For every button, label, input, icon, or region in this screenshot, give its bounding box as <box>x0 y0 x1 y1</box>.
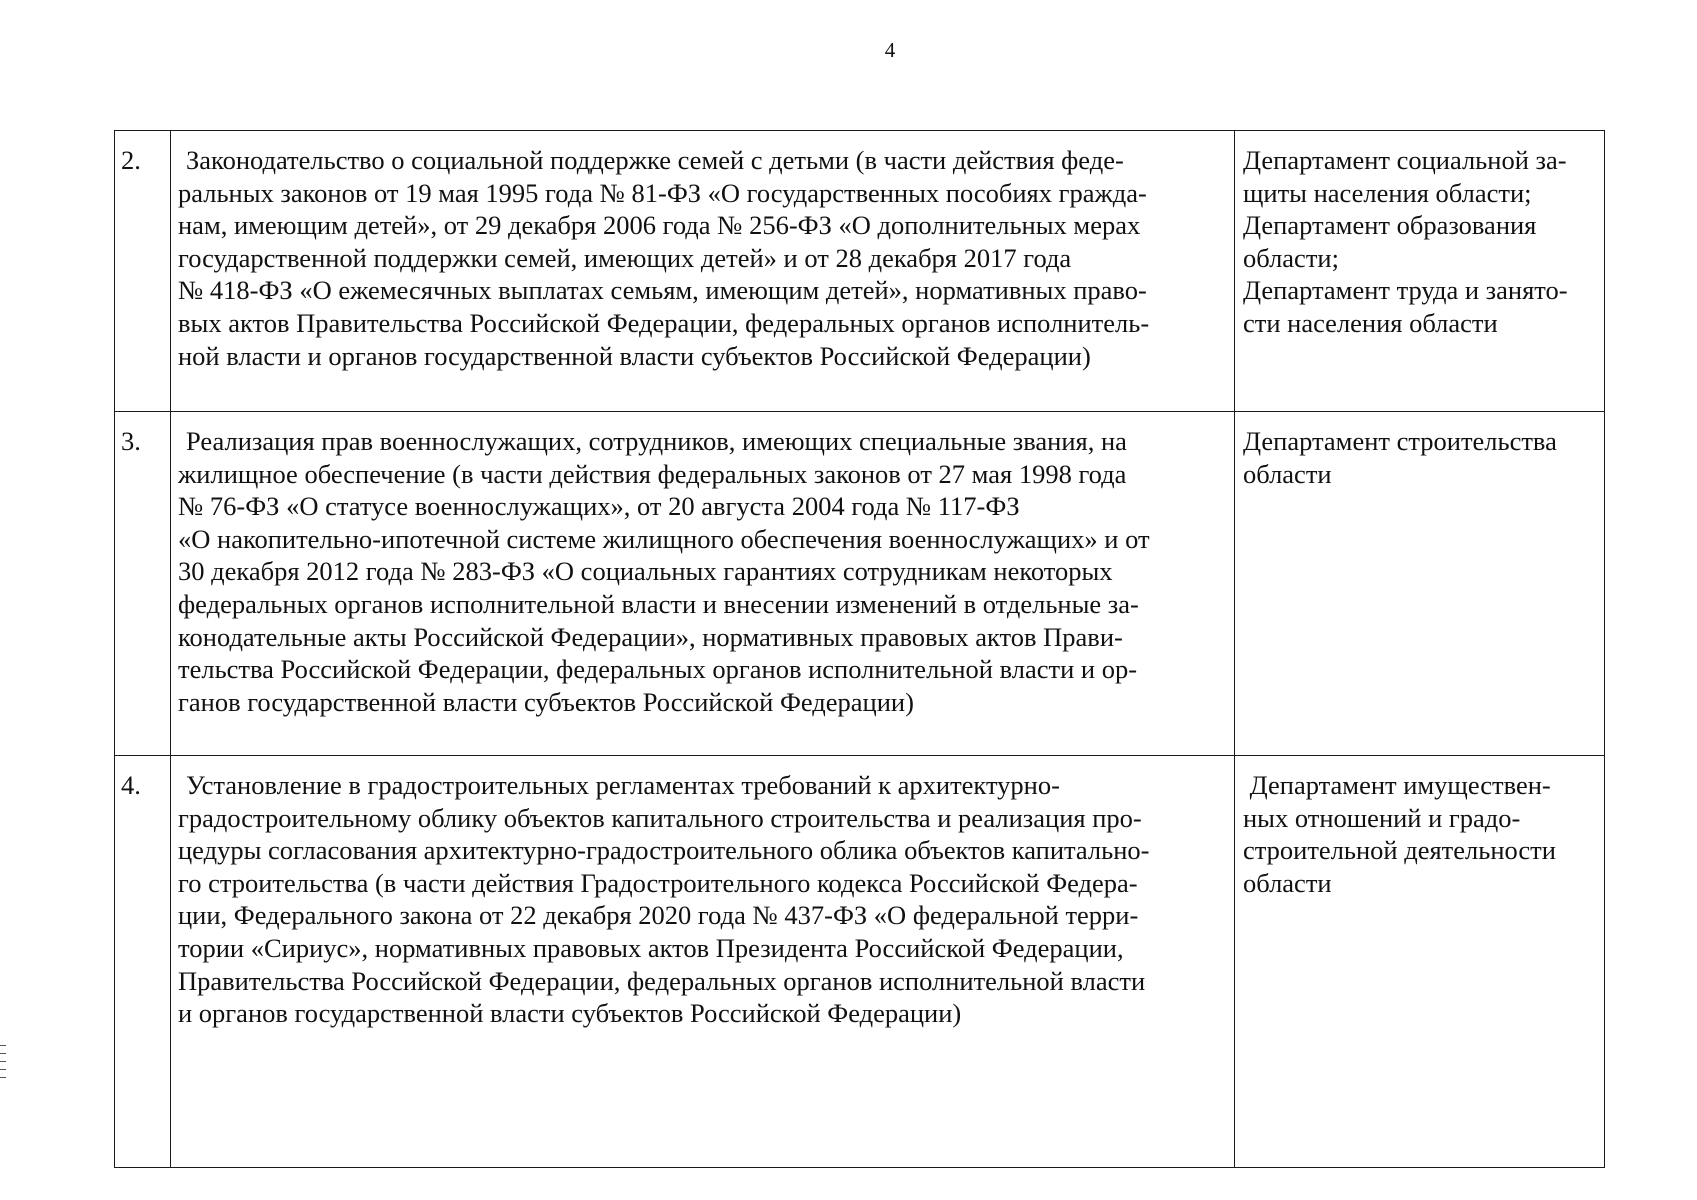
dept-line: Департамент образования <box>1243 210 1537 241</box>
table-row <box>115 756 1605 1168</box>
text-line: Реализация прав военнослужащих, сотрудников, имеющих специальные звания, на <box>186 426 1127 456</box>
margin-tick <box>0 1061 6 1062</box>
dept-line: Департамент имуществен- <box>1243 770 1551 800</box>
text-line: цедуры согласования архитектурно-градостроительного облика объектов капитально- <box>178 835 1150 866</box>
document-table <box>114 130 1605 1168</box>
table-row <box>115 412 1605 756</box>
row-department <box>1235 412 1605 756</box>
text-line: Правительства Российской Федерации, федеральных органов исполнительной власти <box>178 965 1146 996</box>
dept-line: ных отношений и градо- <box>1243 802 1521 833</box>
text-line: тории «Сириус», нормативных правовых актов Президента Российской Федерации, <box>178 932 1124 963</box>
text-line: жилищное обеспечение (в части действия федеральных законов от 27 мая 1998 года <box>178 458 1127 489</box>
scan-margin-marks <box>0 1045 6 1085</box>
text-line: конодательные акты Российской Федерации», нормативных правовых актов Прави- <box>178 621 1123 652</box>
text-line: вых актов Правительства Российской Федерации, федеральных органов исполнитель- <box>178 307 1150 338</box>
text-line: государственной поддержки семей, имеющих детей» и от 28 декабря 2017 года <box>178 242 1072 273</box>
dept-line: Департамент строительства <box>1243 426 1557 456</box>
row-department <box>1235 756 1605 1168</box>
margin-tick <box>0 1069 6 1070</box>
margin-tick <box>0 1045 6 1046</box>
text-line: ганов государственной власти субъектов Российской Федерации) <box>178 686 914 717</box>
text-line: градостроительному облику объектов капитального строительства и реализация про- <box>178 802 1142 833</box>
text-line: го строительства (в части действия Градостроительного кодекса Российской Федера- <box>178 867 1138 898</box>
dept-line: строительной деятельности <box>1243 835 1556 866</box>
dept-line: щиты населения области; <box>1243 177 1532 208</box>
row-number: 3. <box>115 412 171 756</box>
row-number: 2. <box>115 131 171 412</box>
row-description <box>171 756 1235 1168</box>
text-line: 30 декабря 2012 года № 283-ФЗ «О социальных гарантиях сотрудникам некоторых <box>178 556 1113 587</box>
text-line: № 76-ФЗ «О статусе военнослужащих», от 20 августа 2004 года № 117-ФЗ <box>178 491 1020 522</box>
dept-line: Департамент социальной за- <box>1243 145 1567 175</box>
text-line: федеральных органов исполнительной власти и внесении изменений в отдельные за- <box>178 588 1139 619</box>
text-line: Установление в градостроительных регламентах требований к архитектурно- <box>186 770 1060 800</box>
dept-line: сти населения области <box>1243 307 1498 338</box>
row-number: 4. <box>115 756 171 1168</box>
document-table-container <box>114 130 1604 1168</box>
text-line: тельства Российской Федерации, федеральных органов исполнительной власти и ор- <box>178 654 1138 685</box>
page-number: 4 <box>884 38 896 62</box>
text-line: № 418-ФЗ «О ежемесячных выплатах семьям, имеющим детей», нормативных право- <box>178 275 1147 306</box>
text-line: и органов государственной власти субъектов Российской Федерации) <box>178 998 962 1029</box>
text-line: ной власти и органов государственной власти субъектов Российской Федерации) <box>178 340 1091 371</box>
text-line: «О накопительно-ипотечной системе жилищного обеспечения военнослужащих» и от <box>178 523 1150 554</box>
margin-tick <box>0 1077 6 1078</box>
text-line: ральных законов от 19 мая 1995 года № 81-ФЗ «О государственных пособиях гражда- <box>178 177 1147 208</box>
dept-line: области; <box>1243 242 1339 273</box>
dept-line: Департамент труда и занято- <box>1243 275 1568 306</box>
text-line: Законодательство о социальной поддержке семей с детьми (в части действия феде- <box>186 145 1124 175</box>
row-description <box>171 131 1235 412</box>
table-row <box>115 131 1605 412</box>
margin-tick <box>0 1053 6 1054</box>
dept-line: области <box>1243 867 1332 898</box>
row-department <box>1235 131 1605 412</box>
dept-line: области <box>1243 458 1332 489</box>
row-description <box>171 412 1235 756</box>
text-line: нам, имеющим детей», от 29 декабря 2006 года № 256-ФЗ «О дополнительных мерах <box>178 210 1141 241</box>
text-line: ции, Федерального закона от 22 декабря 2020 года № 437-ФЗ «О федеральной терри- <box>178 900 1139 931</box>
